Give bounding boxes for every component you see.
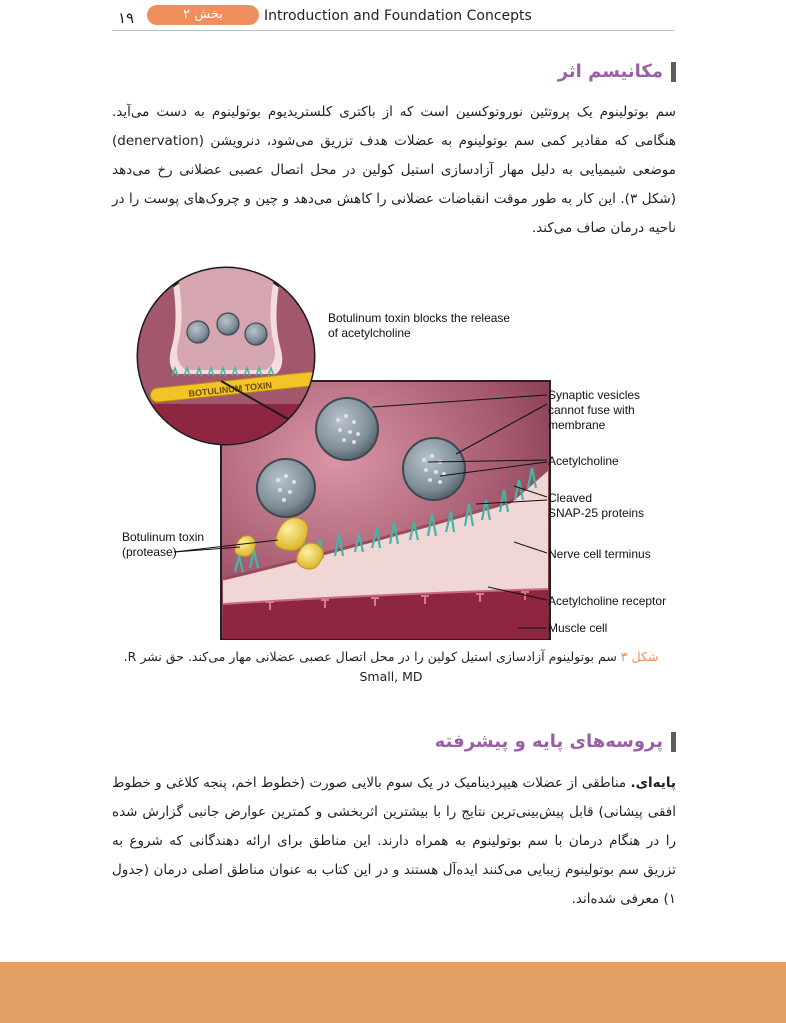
label-muscle-cell: Muscle cell: [548, 621, 608, 635]
figure-caption: [110, 647, 672, 687]
caption-credit: Small, MD: [359, 669, 423, 684]
basic-lead: پایه‌ای.: [630, 775, 676, 791]
figure-3: [110, 254, 680, 646]
label-cleaved-snap25: Cleaved SNAP-25 proteins: [548, 491, 645, 520]
label-botulinum-protease: Botulinum toxin (protease): [122, 530, 205, 559]
section-heading-text: پروسه‌های پایه و پیشرفته: [434, 731, 663, 752]
heading-marker: [671, 62, 676, 82]
chapter-badge: بخش ۲: [147, 5, 259, 25]
book-title: Introduction and Foundation Concepts: [264, 8, 532, 24]
label-blocks-release: Botulinum toxin blocks the release of acetylcholine: [328, 311, 511, 340]
footer-band: [0, 962, 786, 1023]
label-nerve-terminus: Nerve cell terminus: [548, 547, 651, 561]
caption-text: سم بوتولینوم آزادسازی استیل کولین را در محل اتصال عصبی عضلانی مهار می‌کند. حق نشر R.: [123, 649, 621, 664]
label-acetylcholine: Acetylcholine: [548, 454, 619, 468]
inset-toxin-label: BOTULINUM TOXIN: [188, 380, 273, 399]
section-heading-mechanism: [558, 61, 676, 82]
page-number: ۱۹: [118, 9, 135, 27]
caption-label: شکل ۳: [620, 649, 659, 664]
page-header: [0, 0, 786, 34]
mechanism-paragraph: سم بوتولینوم یک پروتئین نوروتوکسین است که از باکتری کلستریدیوم بوتولینوم به دست می‌آید. هنگامی که مقادیر کمی سم بوتولینوم به عضلات هدف تزریق می‌شود، دنرویشن (denervation) موضعی شیمیایی به دلیل مهار آزادسازی استیل کولین در محل اتصال عصبی عضلانی رخ می‌دهد (شکل ۳). این کار به طور موقت انقباضات عضلانی را کاهش می‌دهد و چین و چروک‌های پوست را در ناحیه درمان صاف می‌کند.: [112, 104, 676, 236]
label-synaptic-vesicles: Synaptic vesicles cannot fuse with membrane: [548, 388, 641, 432]
procedures-paragraph: [112, 769, 676, 914]
heading-marker: [671, 732, 676, 752]
label-acetylcholine-receptor: Acetylcholine receptor: [548, 594, 667, 608]
section-heading-procedures: [435, 731, 676, 752]
section-heading-text: مکانیسم اثر: [557, 61, 663, 82]
header-divider: [112, 30, 674, 31]
procedures-text: مناطقی از عضلات هیپردینامیک در یک سوم بالایی صورت (خطوط اخم، پنجه کلاغی و خطوط افقی پیشانی) قابل پیش‌بینی‌ترین نتایج را با بیشترین اثربخشی و کمترین عوارض جانبی گزارش شده را در هنگام درمان با سم بوتولینوم به همراه دارند. این مناطق برای ارائه دهندگانی که شروع به تزریق سم بوتولینوم زیبایی می‌کنند ایده‌آل هستند و در این کتاب به عنوان مناطق اصلی درمان (جدول ۱) معرفی شده‌اند.: [112, 775, 676, 907]
